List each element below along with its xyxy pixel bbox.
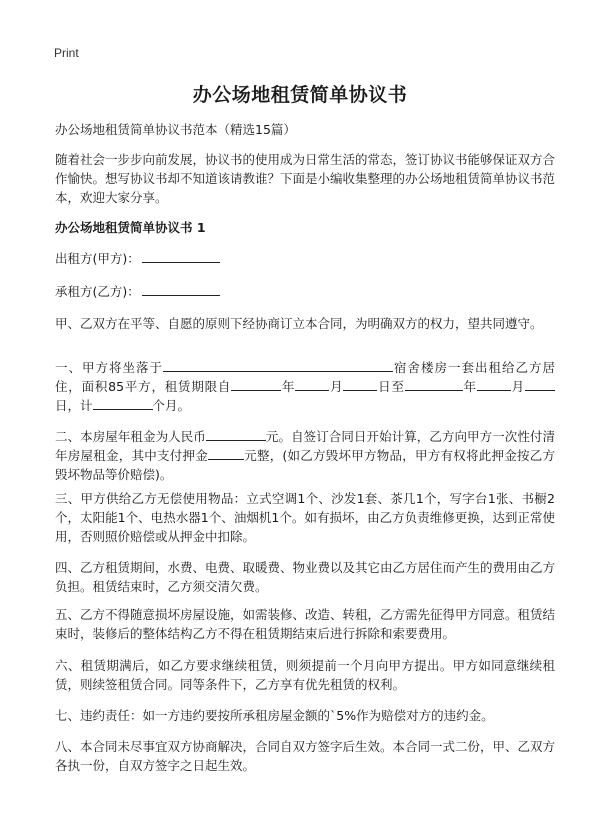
clause-2 xyxy=(55,427,555,484)
clause-7: 七、违约责任：如一方违约要按所承租房屋金额的`5%作为赔偿对方的违约金。 xyxy=(55,708,494,723)
clause-1-c: 年 xyxy=(281,379,296,394)
clause-2-b: 元。自签订合同日开始计算，乙方向甲方一次性付清年房屋租金，其中支付押金 xyxy=(55,429,555,463)
party-b-line xyxy=(55,282,555,301)
clause-2-c: 元整，(如乙方毁坏甲方物品，甲方有权将此押金按乙方毁坏物品等价赔偿)。 xyxy=(55,448,555,482)
party-a-label: 出租方(甲方)： xyxy=(55,251,140,266)
agreement-heading: 办公场地租赁简单协议书 1 xyxy=(55,220,206,235)
party-b-label: 承租方(乙方)： xyxy=(55,284,140,299)
party-b-blank xyxy=(142,282,220,296)
end-year-blank xyxy=(405,377,463,391)
deposit-amount-blank xyxy=(208,446,244,460)
clause-1-g: 月 xyxy=(510,379,525,394)
end-month-blank xyxy=(477,377,511,391)
clause-5: 五、乙方不得随意损坏房屋设施，如需装修、改造、转租，乙方需先征得甲方同意。租赁结束时，装修后的整体结构乙方不得在租赁期结束后进行拆除和索要费用。 xyxy=(55,607,556,641)
end-day-blank xyxy=(525,377,555,391)
start-year-blank xyxy=(231,377,281,391)
clause-1-f: 年 xyxy=(462,379,477,394)
clause-1-a: 一、甲方将坐落于 xyxy=(55,360,163,375)
clause-1-e: 日至 xyxy=(377,379,405,394)
clause-2-a: 二、本房屋年租金为人民币 xyxy=(55,429,206,444)
clause-1-d: 月 xyxy=(329,379,344,394)
clause-1-h: 日，计 xyxy=(55,398,93,413)
document-subtitle: 办公场地租赁简单协议书范本（精选15篇） xyxy=(55,122,296,137)
intro-paragraph: 随着社会一步步向前发展，协议书的使用成为日常生活的常态，签订协议书能够保证双方合作愉快。想写协议书却不知道该请教谁？下面是小编收集整理的办公场地租赁简单协议书范本，欢迎大家分享。 xyxy=(55,152,556,205)
party-a-blank xyxy=(142,249,220,263)
preamble-paragraph: 甲、乙双方在平等、自愿的原则下经协商订立本合同，为明确双方的权力，望共同遵守。 xyxy=(55,316,543,331)
location-blank xyxy=(163,358,393,372)
clause-6: 六、租赁期满后，如乙方要求继续租赁，则须提前一个月向甲方提出。甲方如同意继续租赁，则续签租赁合同。同等条件下，乙方享有优先租赁的权利。 xyxy=(55,658,555,692)
clause-8: 八、本合同未尽事宜双方协商解决，合同自双方签字后生效。本合同一式二份，甲、乙双方各执一份，自双方签字之日起生效。 xyxy=(55,739,556,773)
clause-1-i: 个月。 xyxy=(152,398,191,413)
page-title: 办公场地租赁简单协议书 xyxy=(192,84,408,106)
clause-1-b: 宿舍楼房一套出租给乙方居住，面积85平方，租赁期限自 xyxy=(55,360,555,394)
clause-4: 四、乙方租赁期间，水费、电费、取暖费、物业费以及其它由乙方居住而产生的费用由乙方负担。租赁结束时，乙方须交清欠费。 xyxy=(55,560,556,594)
months-blank xyxy=(93,396,153,410)
clause-1 xyxy=(55,358,555,415)
start-day-blank xyxy=(343,377,377,391)
start-month-blank xyxy=(295,377,329,391)
clause-3: 三、甲方供给乙方无偿使用物品：立式空调1个、沙发1套、茶几1个，写字台1张、书橱2个，太阳能1个、电热水器1个、油烟机1个。如有损坏，由乙方负责维修更换，达到正常使用，否则照价赔偿或从押金中扣除。 xyxy=(55,491,555,544)
rent-amount-blank xyxy=(206,427,266,441)
print-label[interactable]: Print xyxy=(54,46,79,60)
party-a-line xyxy=(55,249,555,268)
